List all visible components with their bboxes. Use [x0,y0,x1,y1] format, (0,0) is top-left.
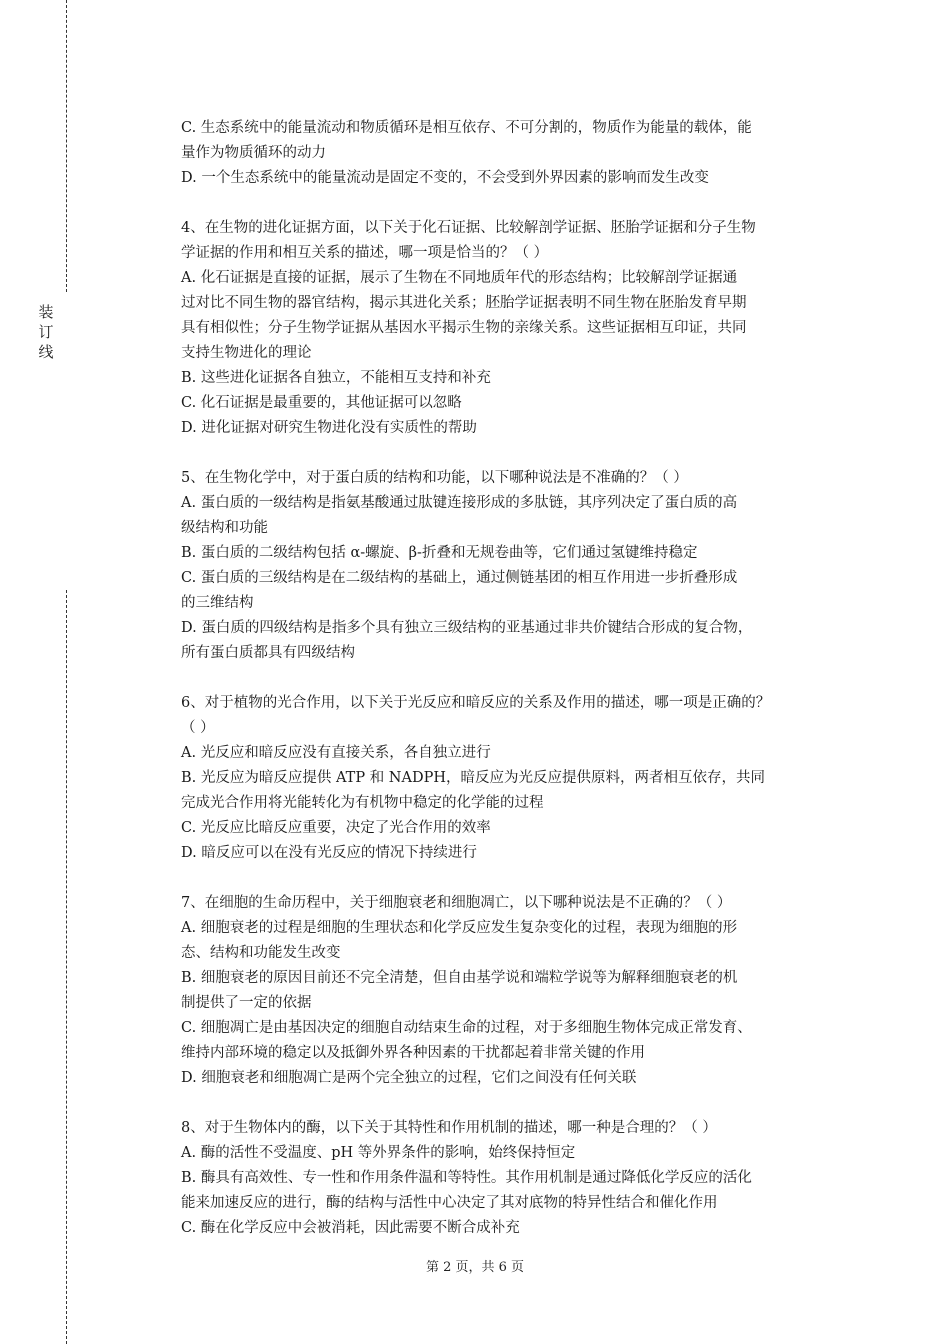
question-block [181,466,853,666]
question-text-line: D. 细胞衰老和细胞凋亡是两个完全独立的过程，它们之间没有任何关联 [181,1070,637,1086]
question-text-line: 7、在细胞的生命历程中，关于细胞衰老和细胞凋亡，以下哪种说法是不正确的？（ ） [181,895,732,911]
question-text-line: A. 光反应和暗反应没有直接关系，各自独立进行 [181,745,491,761]
question-text-line: 级结构和功能 [181,520,268,536]
binding-label [36,302,56,362]
question-text-line: D. 蛋白质的四级结构是指多个具有独立三级结构的亚基通过非共价键结合形成的复合物， [181,620,753,636]
question-text-line: A. 蛋白质的一级结构是指氨基酸通过肽键连接形成的多肽链，其序列决定了蛋白质的高 [181,495,738,511]
question-block [181,891,853,1091]
question-text-line: 学证据的作用和相互关系的描述，哪一项是恰当的？（ ） [181,245,549,261]
question-text-line: B. 这些进化证据各自独立，不能相互支持和补充 [181,370,491,386]
question-text-line: 完成光合作用将光能转化为有机物中稳定的化学能的过程 [181,795,544,811]
question-text-line: D. 暗反应可以在没有光反应的情况下持续进行 [181,845,477,861]
question-text-line: C. 化石证据是最重要的，其他证据可以忽略 [181,395,462,411]
question-text-line: C. 细胞凋亡是由基因决定的细胞自动结束生命的过程，对于多细胞生物体完成正常发育、 [181,1020,752,1036]
binding-char: 线 [38,343,54,361]
question-block [181,216,853,441]
question-text-line: C. 光反应比暗反应重要，决定了光合作用的效率 [181,820,491,836]
question-content [181,116,853,1241]
question-text-line: 维持内部环境的稳定以及抵御外界各种因素的干扰都起着非常关键的作用 [181,1045,645,1061]
binding-char: 订 [38,323,54,341]
question-text-line: B. 光反应为暗反应提供 ATP 和 NADPH，暗反应为光反应提供原料，两者相互依存，共同 [181,770,765,786]
question-text-line: 能来加速反应的进行，酶的结构与活性中心决定了其对底物的特异性结合和催化作用 [181,1195,718,1211]
question-text-line: 量作为物质循环的动力 [181,145,326,161]
question-text-line: 具有相似性；分子生物学证据从基因水平揭示生物的亲缘关系。这些证据相互印证，共同 [181,320,747,336]
question-text-line: （ ） [181,720,215,736]
question-text-line: A. 酶的活性不受温度、pH 等外界条件的影响，始终保持恒定 [181,1145,576,1161]
question-text-line: 过对比不同生物的器官结构，揭示其进化关系；胚胎学证据表明不同生物在胚胎发育早期 [181,295,747,311]
binding-dashed-line-top [66,0,67,292]
question-text-line: 制提供了一定的依据 [181,995,312,1011]
question-text-line: B. 细胞衰老的原因目前还不完全清楚，但自由基学说和端粒学说等为解释细胞衰老的机 [181,970,738,986]
question-text-line: C. 蛋白质的三级结构是在二级结构的基础上，通过侧链基团的相互作用进一步折叠形成 [181,570,738,586]
question-text-line: 支持生物进化的理论 [181,345,312,361]
question-text-line: C. 酶在化学反应中会被消耗，因此需要不断合成补充 [181,1220,520,1236]
question-text-line: B. 酶具有高效性、专一性和作用条件温和等特性。其作用机制是通过降低化学反应的活化 [181,1170,752,1186]
question-text-line: A. 细胞衰老的过程是细胞的生理状态和化学反应发生复杂变化的过程，表现为细胞的形 [181,920,738,936]
question-text-line: C. 生态系统中的能量流动和物质循环是相互依存、不可分割的，物质作为能量的载体，能 [181,120,752,136]
question-text-line: D. 一个生态系统中的能量流动是固定不变的，不会受到外界因素的影响而发生改变 [181,170,709,186]
question-block [181,691,853,866]
question-text-line: 的三维结构 [181,595,254,611]
question-text-line: 6、对于植物的光合作用，以下关于光反应和暗反应的关系及作用的描述，哪一项是正确的？ [181,695,771,711]
question-text-line: 所有蛋白质都具有四级结构 [181,645,355,661]
question-text-line: 态、结构和功能发生改变 [181,945,341,961]
question-text-line: 4、在生物的进化证据方面，以下关于化石证据、比较解剖学证据、胚胎学证据和分子生物 [181,220,756,236]
binding-dashed-line-bottom [66,590,67,1344]
page-footer: 第 2 页，共 6 页 [425,1260,525,1275]
question-block [181,1116,853,1241]
question-block [181,116,853,191]
question-text-line: 8、对于生物体内的酶，以下关于其特性和作用机制的描述，哪一种是合理的？（ ） [181,1120,717,1136]
question-text-line: D. 进化证据对研究生物进化没有实质性的帮助 [181,420,477,436]
binding-char: 装 [38,303,54,321]
question-text-line: 5、在生物化学中，对于蛋白质的结构和功能，以下哪种说法是不准确的？（ ） [181,470,688,486]
question-text-line: A. 化石证据是直接的证据，展示了生物在不同地质年代的形态结构；比较解剖学证据通 [181,270,738,286]
question-text-line: B. 蛋白质的二级结构包括 α-螺旋、β-折叠和无规卷曲等，它们通过氢键维持稳定 [181,545,698,561]
